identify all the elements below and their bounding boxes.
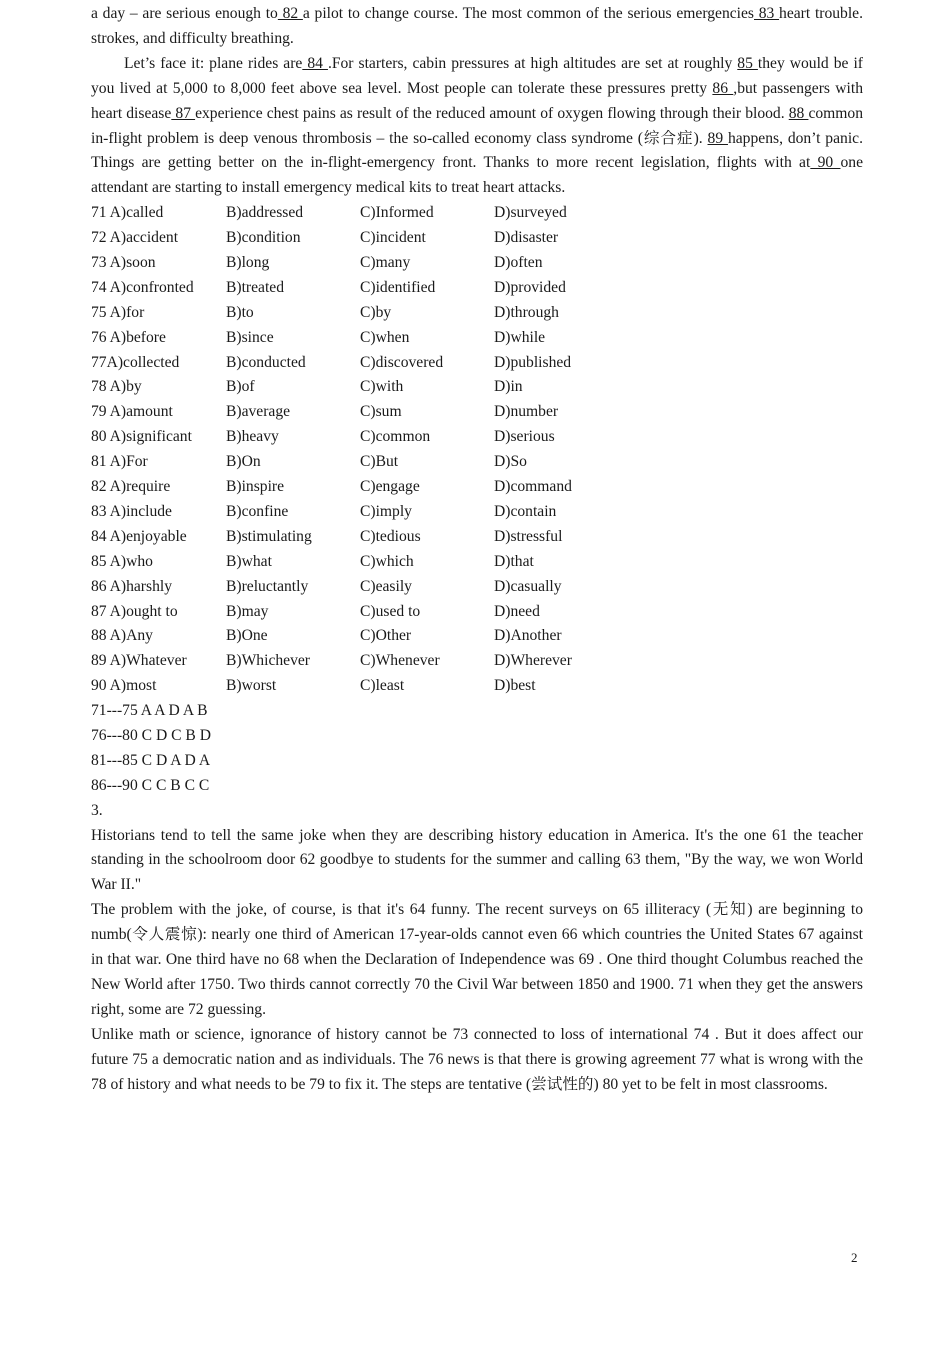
option-a: 86 A)harshly [91,577,172,595]
option-a: 88 A)Any [91,627,153,645]
text-run: .For starters, cabin pressures at high altitudes are set at roughly [327,54,738,72]
option-b: B)heavy [226,428,279,446]
option-d: D)in [494,378,523,396]
options-list [91,201,863,699]
section-number: 3. [91,801,103,819]
answer-line: 76---80 C D C B D [91,726,211,744]
page-number: 2 [851,1250,858,1265]
option-a: 76 A)before [91,328,166,346]
text-run: they would be if you lived at 5,000 to 8,000 feet above sea level. Most people can tolerate these pressures pretty [91,54,863,97]
option-d: D)serious [494,428,555,446]
option-row [91,301,863,326]
answer-line: 71---75 A A D A B [91,702,208,720]
option-c: C)Informed [360,204,434,222]
option-a: 72 A)accident [91,229,179,247]
option-a: 80 A)significant [91,428,192,446]
option-a: 82 A)require [91,478,171,496]
option-b: B)conducted [226,353,306,371]
option-b: B)since [226,328,274,346]
option-b: B)Whichever [226,652,310,670]
option-c: C)tedious [360,527,421,545]
option-d: D)disaster [494,229,559,247]
blank-90: 90 [810,154,841,172]
option-d: D)that [494,552,534,570]
option-a: 81 A)For [91,453,148,471]
option-a: 77A)collected [91,353,180,371]
passage3-paragraph-3: Unlike math or science, ignorance of history cannot be 73 connected to loss of international 74 . But it does affect our future 75 a democratic nation and as individuals. The 76 news is that there is growing agreement 77 what is wrong with the 78 of history and what needs to be 79 to fix it. The steps are tentative (尝试性的) 80 yet to be felt in most classrooms. [91,1025,863,1093]
text-run: common in-flight problem is deep venous thrombosis – the so-called economy class syndrome (综合症). [91,104,864,147]
option-row [91,500,863,525]
blank-85: 85 [737,54,758,72]
option-a: 71 A)called [91,204,164,222]
option-row [91,475,863,500]
text-run: happens, don’t panic. Things are getting better on the in-flight-emergency front. Thanks to more recent legislation, flights with at [91,129,863,172]
option-c: C)by [360,303,392,321]
option-row [91,400,863,425]
option-row [91,226,863,251]
blank-87: 87 [171,104,196,122]
option-d: D)best [494,677,536,695]
option-row [91,624,863,649]
option-b: B)stimulating [226,527,312,545]
answer-key [91,699,863,799]
option-d: D)need [494,602,540,620]
option-c: C)used to [360,602,421,620]
option-d: D)surveyed [494,204,567,222]
option-d: D)So [494,453,527,471]
text-run: one attendant are starting to install emergency medical kits to treat heart attacks. [91,154,863,197]
option-b: B)One [226,627,268,645]
option-c: C)Whenever [360,652,440,670]
option-b: B)condition [226,229,301,247]
passage2-paragraph [91,52,863,201]
option-d: D)command [494,478,572,496]
option-a: 74 A)confronted [91,278,194,296]
option-row [91,276,863,301]
option-c: C)when [360,328,410,346]
option-b: B)confine [226,502,289,520]
blank-82: 82 [277,5,303,22]
option-c: C)But [360,453,399,471]
option-d: D)casually [494,577,562,595]
option-b: B)addressed [226,204,304,222]
option-a: 84 A)enjoyable [91,527,187,545]
option-d: D)contain [494,502,557,520]
option-c: C)least [360,677,405,695]
option-c: C)incident [360,229,426,247]
option-row [91,351,863,376]
option-a: 85 A)who [91,552,153,570]
option-b: B)inspire [226,478,285,496]
option-c: C)common [360,428,431,446]
option-row [91,600,863,625]
option-d: D)Another [494,627,562,645]
option-b: B)worst [226,677,277,695]
document-page [91,0,863,1097]
blank-88: 88 [788,104,809,122]
option-b: B)may [226,602,269,620]
option-row [91,201,863,226]
text-run: experience chest pains as result of the reduced amount of oxygen flowing through their blood. [195,104,789,122]
passage2-continuation [91,2,863,52]
option-d: D)provided [494,278,566,296]
text-run: a day – are serious enough to [91,5,278,22]
option-c: C)Other [360,627,412,645]
option-a: 83 A)include [91,502,172,520]
option-d: D)through [494,303,559,321]
answer-line: 86---90 C C B C C [91,776,210,794]
passage3-paragraph-1: Historians tend to tell the same joke when they are describing history education in America. It's the one 61 the teacher standing in the schoolroom door 62 goodbye to students for the summer and calling 63 them, "By the way, we won World War II." [91,826,863,894]
option-c: C)which [360,552,414,570]
passage3-paragraph-2: The problem with the joke, of course, is that it's 64 funny. The recent surveys on 65 illiteracy (无知) are beginning to numb(令人震惊): nearly one third of American 17-year-olds cannot even 66 which countries the United States 67 against in that war. One third have no 68 when the Declaration of Independence was 69 . One third thought Columbus reached the New World after 1750. Two thirds cannot correctly 70 the Civil War between 1850 and 1900. 71 when they get the answers right, some are 72 guessing. [91,901,863,1018]
option-c: C)easily [360,577,412,595]
text-run: ,but passengers with heart disease [91,79,863,122]
option-row [91,425,863,450]
option-b: B)of [226,378,255,396]
option-c: C)many [360,254,411,272]
option-a: 78 A)by [91,378,142,396]
option-d: D)while [494,328,546,346]
option-d: D)often [494,254,543,272]
option-b: B)what [226,552,272,570]
text-run: Let’s face it: plane rides are [124,54,303,72]
option-c: C)engage [360,478,420,496]
option-c: C)with [360,378,404,396]
option-row [91,575,863,600]
option-c: C)imply [360,502,412,520]
option-row [91,251,863,276]
blank-83: 83 [754,5,780,22]
option-a: 73 A)soon [91,254,156,272]
option-b: B)On [226,453,261,471]
option-row [91,375,863,400]
option-b: B)long [226,254,270,272]
option-a: 89 A)Whatever [91,652,187,670]
option-b: B)to [226,303,254,321]
text-run: a pilot to change course. The most common of the serious emergencies [302,5,754,22]
blank-89: 89 [707,129,728,147]
option-b: B)reluctantly [226,577,309,595]
option-a: 75 A)for [91,303,145,321]
option-row [91,649,863,674]
option-b: B)treated [226,278,285,296]
option-row [91,550,863,575]
option-d: D)number [494,403,559,421]
option-c: C)sum [360,403,402,421]
option-row [91,525,863,550]
option-d: D)Wherever [494,652,572,670]
option-a: 90 A)most [91,677,157,695]
option-row [91,326,863,351]
option-a: 87 A)ought to [91,602,178,620]
option-row [91,674,863,699]
blank-86: 86 [712,79,734,97]
option-d: D)stressful [494,527,563,545]
option-row [91,450,863,475]
blank-84: 84 [302,54,328,72]
option-c: C)identified [360,278,436,296]
option-d: D)published [494,353,572,371]
option-b: B)average [226,403,291,421]
text-run: heart trouble. strokes, and difficulty breathing. [91,5,864,47]
option-c: C)discovered [360,353,444,371]
answer-line: 81---85 C D A D A [91,751,211,769]
option-a: 79 A)amount [91,403,173,421]
